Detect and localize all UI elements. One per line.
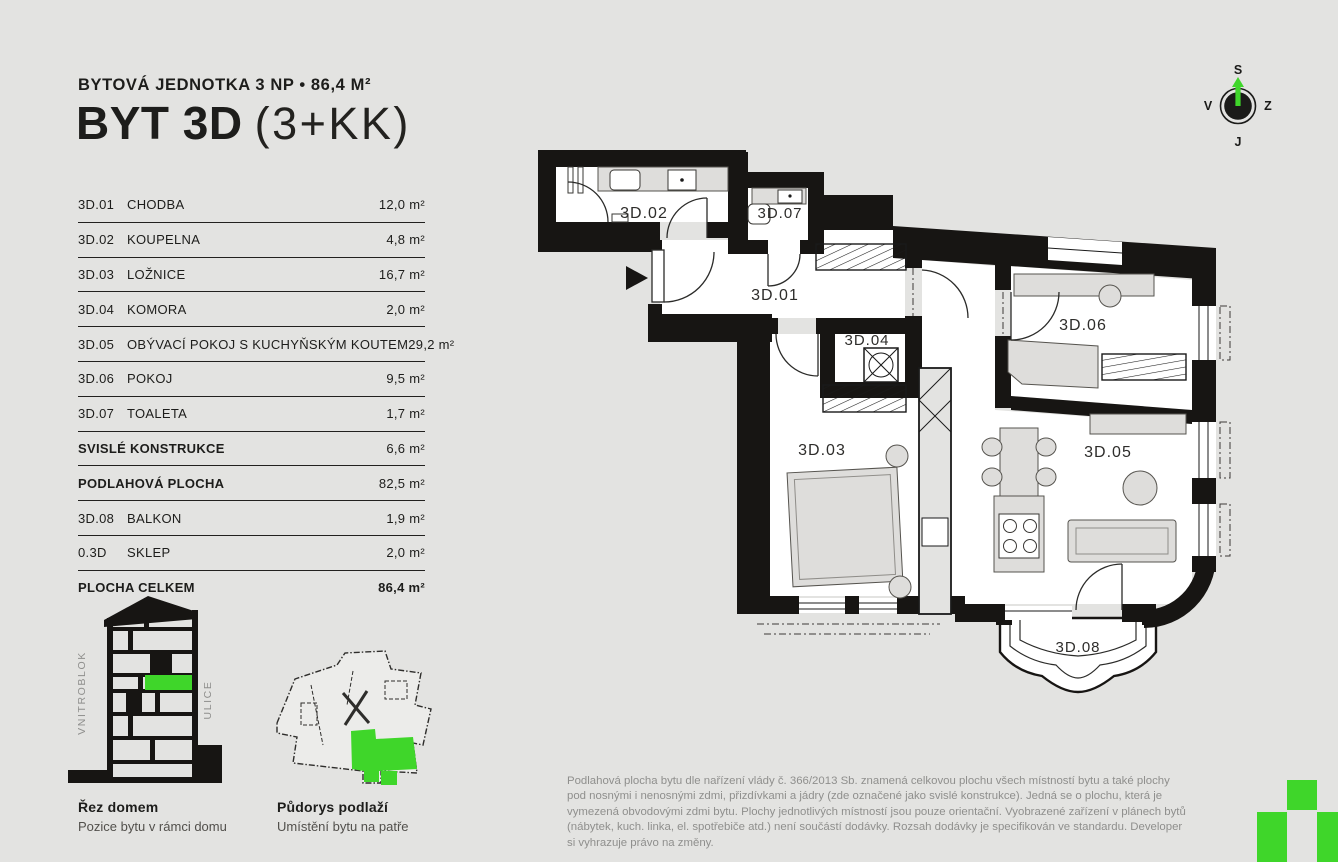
room-area: 16,7 m²	[378, 266, 425, 282]
floor-plan	[528, 138, 1232, 742]
room-label: SVISLÉ KONSTRUKCE	[78, 440, 225, 456]
room-area: 29,2 m²	[408, 336, 455, 352]
street-ground	[198, 745, 222, 783]
room-label-3d03: 3D.03	[798, 442, 846, 459]
room-area: 82,5 m²	[378, 475, 425, 491]
section-subcaption: Pozice bytu v rámci domu	[78, 819, 227, 834]
room-label: KOUPELNA	[127, 232, 201, 248]
compass-needle	[1235, 85, 1240, 106]
room-area: 9,5 m²	[386, 371, 425, 387]
room-label: OBÝVACÍ POKOJ S KUCHYŇSKÝM KOUTEM	[127, 336, 409, 352]
bed	[787, 467, 903, 587]
street-label: ULICE	[202, 680, 214, 720]
room-area: 4,8 m²	[386, 232, 425, 248]
logo-square	[1287, 780, 1317, 810]
logo-bar-right	[1317, 812, 1338, 862]
bathtub-basin	[610, 170, 640, 190]
room-label-3d06: 3D.06	[1059, 317, 1107, 334]
room-label-3d05: 3D.05	[1084, 444, 1132, 461]
coffee-table	[1123, 471, 1157, 505]
nightstand	[886, 445, 908, 467]
dining-table	[1000, 428, 1038, 498]
table-row	[78, 362, 425, 397]
page-title-light: (3+KK)	[254, 98, 411, 149]
roof	[104, 596, 197, 627]
sideboard	[1090, 414, 1186, 434]
room-label-3d04: 3D.04	[844, 332, 890, 349]
room-code: 3D.06	[78, 371, 115, 387]
highlighted-unit-balcony	[381, 771, 397, 785]
table-row-summary	[78, 432, 425, 467]
room-code: 3D.03	[78, 266, 115, 282]
hall-wardrobe	[816, 244, 906, 270]
room-area: 86,4 m²	[378, 580, 425, 596]
room-area: 2,0 m²	[386, 545, 425, 561]
building-section-diagram	[60, 588, 260, 800]
compass-north: S	[1233, 63, 1243, 77]
room-area: 6,6 m²	[386, 440, 425, 456]
room-label: TOALETA	[127, 406, 188, 422]
room-code: 3D.05	[78, 336, 115, 352]
room-area: 12,0 m²	[378, 197, 425, 213]
entrance-arrow-icon	[626, 266, 648, 290]
highlighted-floor	[145, 675, 192, 690]
desk-shelf	[1014, 274, 1154, 296]
room-code: 3D.02	[78, 232, 115, 248]
table-row	[78, 397, 425, 432]
sofa	[1068, 520, 1176, 562]
room-code: 3D.08	[78, 510, 115, 526]
compass-south: J	[1234, 135, 1242, 149]
unit-subtitle: BYTOVÁ JEDNOTKA 3 NP • 86,4 M²	[78, 76, 372, 94]
table-row	[78, 501, 425, 536]
room-area: 2,0 m²	[386, 301, 425, 317]
table-row	[78, 188, 425, 223]
floorplate-subcaption: Umístění bytu na patře	[277, 819, 409, 834]
room-area: 1,7 m²	[386, 406, 425, 422]
table-row	[78, 536, 425, 571]
table-row	[78, 327, 455, 362]
room-label: CHODBA	[127, 197, 185, 213]
entrance-door-leaf	[652, 250, 664, 302]
section-caption: Řez domem	[78, 799, 159, 815]
compass-west: V	[1203, 99, 1213, 113]
page-title	[76, 96, 411, 150]
room-label-3d01: 3D.01	[751, 287, 799, 304]
room-label-3d02: 3D.02	[620, 205, 668, 222]
table-row	[78, 292, 425, 327]
room-label: LOŽNICE	[127, 266, 186, 282]
courtyard-ground	[68, 770, 108, 783]
floorplate-caption: Půdorys podlaží	[277, 799, 389, 815]
room-label-3d07: 3D.07	[757, 205, 803, 222]
room-code: 0.3D	[78, 545, 107, 561]
desk-chair	[1099, 285, 1121, 307]
room-label: SKLEP	[127, 545, 171, 561]
room-label-3d08: 3D.08	[1055, 639, 1101, 656]
logo-bar-left	[1257, 812, 1287, 862]
room-code: 3D.01	[78, 197, 115, 213]
bedroom-wardrobe	[823, 385, 906, 412]
room-label: POKOJ	[127, 371, 173, 387]
nightstand	[889, 576, 911, 598]
room-label: KOMORA	[127, 301, 187, 317]
room-label: PLOCHA CELKEM	[78, 580, 195, 596]
table-row	[78, 258, 425, 293]
room-label: BALKON	[127, 510, 182, 526]
daybed	[1008, 340, 1098, 388]
disclaimer-text: Podlahová plocha bytu dle nařízení vlády č. 366/2013 Sb. znamená celkovou plochu všech místností bytu a také plochy pod nosnými i nenosnými zdmi, přizdívkami a jádry (zde označené jako svislé konstrukce). Jedná se o plochu, která je vymezená obvodovými zdmi bytu. Plochy jednotlivých místností jsou pouze orientační. Vyobrazené zařízení v plánech bytů (nábytek, kuch. linka, el. spotřebiče atd.) není součástí dodávky. Rozsah dodávky je specifikován ve standardu. Developer si vyhrazuje právo na změny.	[567, 775, 1186, 849]
room-code: 3D.04	[78, 301, 115, 317]
room-areas-table	[78, 188, 455, 605]
radiator	[1102, 354, 1186, 380]
room-label: PODLAHOVÁ PLOCHA	[78, 475, 225, 491]
room-code: 3D.07	[78, 406, 115, 422]
compass-east: Z	[1264, 99, 1272, 113]
room-area: 1,9 m²	[386, 510, 425, 526]
floorplate-diagram	[265, 645, 445, 805]
courtyard-label: VNITROBLOK	[76, 651, 88, 735]
page-title-strong: BYT 3D	[76, 97, 243, 149]
table-row-summary	[78, 466, 425, 501]
table-row	[78, 223, 425, 258]
